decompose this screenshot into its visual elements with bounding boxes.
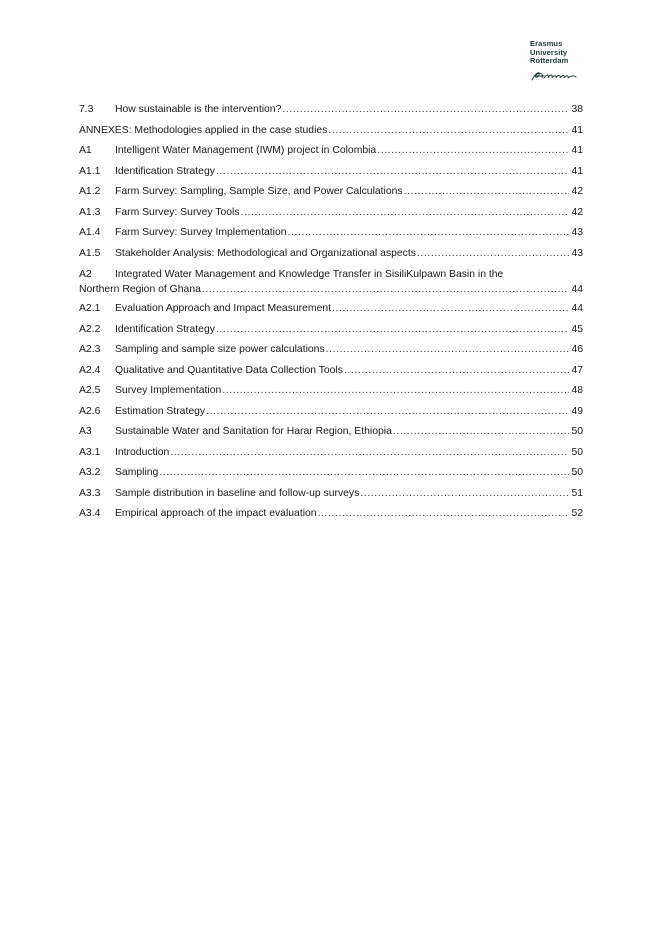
toc-entry-page: 38 <box>571 104 583 115</box>
toc-entry[interactable] <box>79 340 583 361</box>
dot-leader <box>206 402 569 423</box>
toc-entry-number: A1.4 <box>79 227 101 238</box>
toc-entry[interactable] <box>79 320 583 341</box>
toc-entry[interactable] <box>79 244 583 265</box>
toc-entry-title-continued: Northern Region of Ghana <box>79 284 201 295</box>
toc-entry-page: 50 <box>571 467 583 478</box>
toc-entry-page: 50 <box>571 446 583 458</box>
toc-entry-title: Evaluation Approach and Impact Measurement <box>115 303 332 314</box>
dot-leader <box>404 182 570 203</box>
dot-leader <box>170 443 569 464</box>
dot-leader <box>159 463 569 484</box>
toc-entry[interactable] <box>79 141 583 162</box>
toc-entry-number: A1.2 <box>79 186 101 197</box>
toc-entry-number: A1.5 <box>79 247 101 259</box>
toc-entry-title: ANNEXES: Methodologies applied in the case studies <box>79 124 328 136</box>
toc-entry[interactable] <box>79 203 583 224</box>
toc-entry-number: A2.3 <box>79 344 101 355</box>
toc-entry-title: Empirical approach of the impact evaluation <box>115 508 317 519</box>
dot-leader <box>326 340 570 361</box>
dot-leader <box>332 299 569 320</box>
toc-entry-page: 42 <box>571 206 583 218</box>
toc-entry-title: Farm Survey: Sampling, Sample Size, and Power Calculations <box>115 186 403 197</box>
toc-entry[interactable] <box>79 100 583 121</box>
toc-entry-title: Sample distribution in baseline and follow-up surveys <box>115 487 360 499</box>
toc-entry-page: 47 <box>571 364 583 376</box>
dot-leader <box>393 422 570 443</box>
toc-entry-number: A3 <box>79 426 92 437</box>
dot-leader <box>202 282 570 297</box>
toc-entry-title: Sampling <box>115 467 159 478</box>
toc-entry-page: 41 <box>571 145 583 156</box>
toc-entry-number: A2.1 <box>79 303 101 314</box>
toc-entry-title: Farm Survey: Survey Implementation <box>115 227 287 238</box>
dot-leader <box>288 223 570 244</box>
toc-entry-page: 48 <box>571 385 583 396</box>
logo-line-1: Erasmus <box>530 39 563 48</box>
dot-leader <box>282 100 569 121</box>
dot-leader <box>318 504 570 525</box>
toc-entry-page: 44 <box>571 284 583 295</box>
toc-entry[interactable] <box>79 381 583 402</box>
toc-entry-title: Farm Survey: Survey Tools <box>115 206 240 218</box>
table-of-contents <box>79 100 583 525</box>
dot-leader <box>328 121 569 142</box>
toc-entry-page: 44 <box>571 303 583 314</box>
toc-entry-number: A2.6 <box>79 405 101 417</box>
toc-entry-page: 46 <box>571 344 583 355</box>
toc-entry-title: Identification Strategy <box>115 165 215 177</box>
toc-entry[interactable] <box>79 504 583 525</box>
toc-entry-page: 41 <box>571 165 583 177</box>
toc-entry[interactable] <box>79 121 583 142</box>
toc-entry-number: A1.3 <box>79 206 101 218</box>
toc-entry-number: A3.4 <box>79 508 101 519</box>
toc-entry[interactable] <box>79 422 583 443</box>
toc-entry-page: 45 <box>571 323 583 335</box>
toc-entry-number: A2.2 <box>79 323 101 335</box>
erasmus-signature-icon <box>530 69 578 83</box>
dot-leader <box>241 203 570 224</box>
toc-entry-number: A3.3 <box>79 487 101 499</box>
toc-entry-title: How sustainable is the intervention? <box>115 104 282 115</box>
logo-line-2: University <box>530 47 568 57</box>
toc-entry-title: Estimation Strategy <box>115 405 206 417</box>
toc-entry-page: 52 <box>571 508 583 519</box>
toc-entry-number: A1.1 <box>79 165 101 177</box>
logo-line-3: Rotterdam <box>530 56 569 65</box>
dot-leader <box>377 141 569 162</box>
toc-entry[interactable] <box>79 463 583 484</box>
toc-entry-number: A2.4 <box>79 364 101 376</box>
toc-entry[interactable] <box>79 443 583 464</box>
dot-leader <box>344 361 569 382</box>
toc-entry-page: 43 <box>571 227 583 238</box>
toc-entry-title: Survey Implementation <box>115 385 222 396</box>
toc-entry[interactable] <box>79 223 583 244</box>
toc-entry-page: 43 <box>571 247 583 259</box>
toc-entry-number: A2 <box>79 269 92 280</box>
toc-entry-number: A1 <box>79 145 92 156</box>
toc-entry-number: A2.5 <box>79 385 101 396</box>
dot-leader <box>216 162 570 183</box>
toc-entry-title: Integrated Water Management and Knowledge Transfer in SisiliKulpawn Basin in the <box>115 269 504 280</box>
dot-leader <box>417 244 570 265</box>
toc-entry-page: 49 <box>571 405 583 417</box>
toc-entry-page: 51 <box>571 487 583 499</box>
toc-entry-page: 50 <box>571 426 583 437</box>
toc-entry-title: Qualitative and Quantitative Data Collection Tools <box>115 364 343 376</box>
toc-entry-number: 7.3 <box>79 104 94 115</box>
toc-entry[interactable] <box>79 264 583 299</box>
toc-entry-title: Sampling and sample size power calculations <box>115 344 325 355</box>
toc-entry-title: Introduction <box>115 446 170 458</box>
toc-entry[interactable] <box>79 402 583 423</box>
dot-leader <box>216 320 570 341</box>
dot-leader <box>360 484 569 505</box>
toc-entry-title: Identification Strategy <box>115 323 215 335</box>
toc-entry[interactable] <box>79 299 583 320</box>
toc-entry-number: A3.2 <box>79 467 101 478</box>
toc-entry-title: Sustainable Water and Sanitation for Harar Region, Ethiopia <box>115 426 392 437</box>
toc-entry-page: 42 <box>571 186 583 197</box>
toc-entry[interactable] <box>79 182 583 203</box>
toc-entry-page: 41 <box>571 124 583 136</box>
toc-entry[interactable] <box>79 162 583 183</box>
toc-entry[interactable] <box>79 361 583 382</box>
toc-entry[interactable] <box>79 484 583 505</box>
university-logo <box>530 40 590 83</box>
dot-leader <box>222 381 569 402</box>
toc-entry-title: Intelligent Water Management (IWM) project in Colombia <box>115 145 377 156</box>
toc-entry-number: A3.1 <box>79 446 101 458</box>
toc-entry-title: Stakeholder Analysis: Methodological and Organizational aspects <box>115 247 416 259</box>
